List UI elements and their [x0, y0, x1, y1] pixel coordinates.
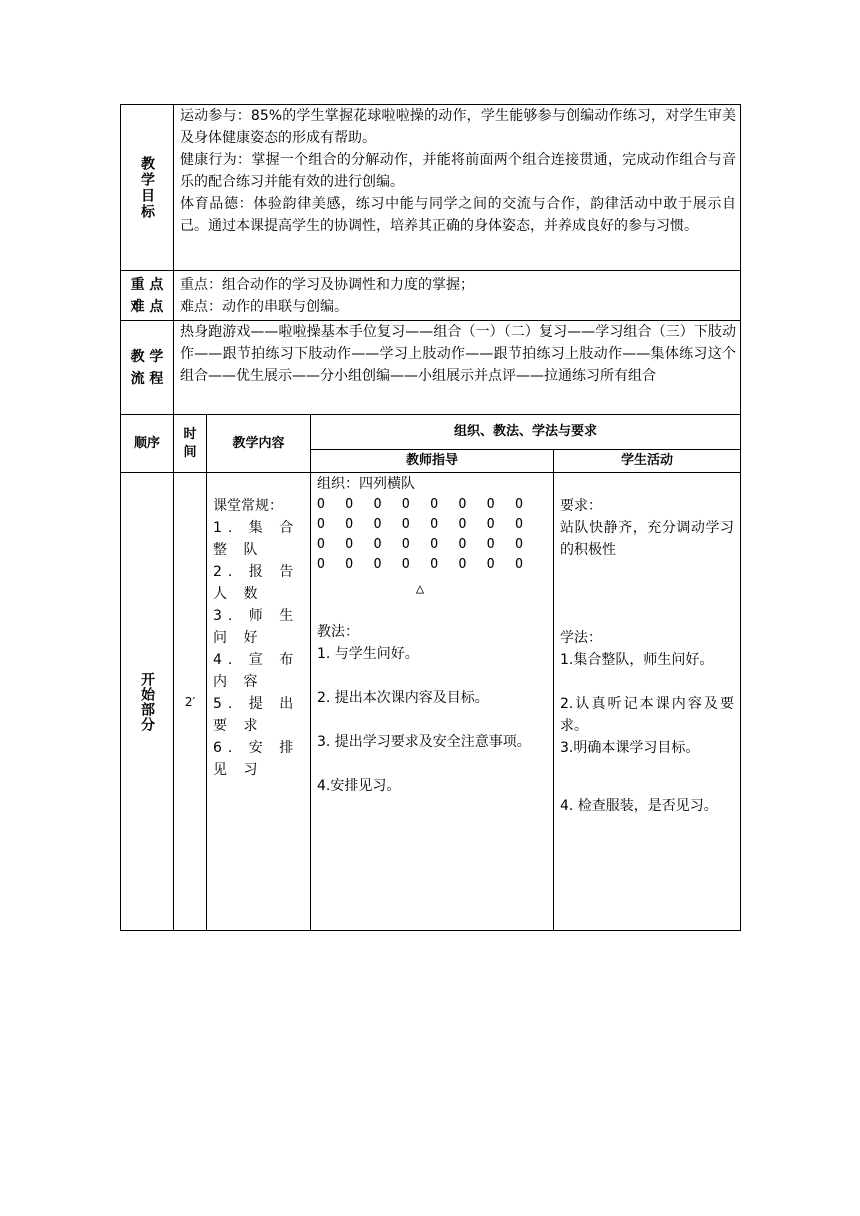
key-points-label-1: 重 点 — [130, 276, 164, 293]
formation-row — [317, 515, 523, 535]
content-item: 6. 安 排 见 习 — [213, 740, 300, 778]
method-title: 教法： — [317, 624, 359, 640]
student-mark: O — [345, 557, 354, 572]
objective-health: 健康行为：掌握一个组合的分解动作，并能将前面两个组合连接贯通，完成动作组合与音乐的配合练习并能有效的进行创编。 — [180, 152, 736, 190]
header-teacher: 教师指导 — [311, 450, 554, 473]
student-mark: O — [373, 497, 382, 512]
method-item: 1. 与学生问好。 — [317, 646, 419, 662]
student-mark: O — [430, 497, 439, 512]
learn-item: 4. 检查服装，是否见习。 — [560, 798, 718, 814]
formation-row — [317, 495, 523, 515]
student-mark: O — [458, 517, 467, 532]
method-item: 2. 提出本次课内容及目标。 — [317, 690, 489, 706]
student-mark: O — [515, 557, 523, 572]
student-mark: O — [373, 537, 382, 552]
lesson-table — [120, 104, 741, 931]
student-mark: O — [401, 497, 410, 512]
student-mark: O — [515, 497, 523, 512]
difficult-point: 难点：动作的串联与创编。 — [180, 298, 348, 315]
student-mark: O — [345, 537, 354, 552]
method-item: 4.安排见习。 — [317, 778, 401, 794]
formation-diagram — [317, 495, 547, 599]
teacher-position-mark: △ — [415, 581, 425, 597]
student-mark: O — [486, 537, 495, 552]
student-mark: O — [401, 517, 410, 532]
student-mark: O — [486, 557, 495, 572]
objectives-label: 教学目标 — [139, 155, 155, 220]
student-mark: O — [317, 557, 325, 572]
student-mark: O — [515, 537, 523, 552]
student-mark: O — [317, 517, 325, 532]
objectives-content — [174, 105, 741, 271]
key-point: 重点：组合动作的学习及协调性和力度的掌握； — [180, 276, 474, 293]
student-mark: O — [430, 557, 439, 572]
header-org: 组织、教法、学法与要求 — [311, 415, 741, 450]
process-label-cell — [121, 321, 174, 415]
content-item: 3. 师 生 问 好 — [213, 608, 300, 646]
content-item: 2. 报 告 人 数 — [213, 564, 300, 602]
requirement-title: 要求： — [560, 498, 602, 514]
section-name: 开始部分 — [139, 671, 155, 732]
student-mark: O — [373, 557, 382, 572]
student-mark: O — [430, 517, 439, 532]
student-mark: O — [458, 497, 467, 512]
header-time: 时间 — [174, 415, 207, 473]
section-content-cell — [207, 473, 311, 931]
key-points-row — [121, 271, 741, 321]
content-item: 1. 集 合 整 队 — [213, 520, 300, 558]
learn-title: 学法： — [560, 630, 602, 646]
student-mark: O — [345, 497, 354, 512]
key-points-content — [174, 271, 741, 321]
process-row — [121, 321, 741, 415]
content-item: 4. 宣 布 内 容 — [213, 652, 300, 690]
objectives-label-cell — [121, 105, 174, 271]
learn-item: 2.认真听记本课内容及要求。 — [560, 696, 734, 734]
method-item: 3. 提出学习要求及安全注意事项。 — [317, 734, 531, 750]
student-mark: O — [317, 537, 325, 552]
formation-row — [317, 535, 523, 555]
section-time: 2′ — [174, 473, 207, 931]
header-student: 学生活动 — [554, 450, 741, 473]
student-mark: O — [401, 537, 410, 552]
process-label-1: 教 学 — [130, 348, 164, 365]
student-activity-cell — [554, 473, 741, 931]
student-mark: O — [486, 497, 495, 512]
section-name-cell — [121, 473, 174, 931]
header-order: 顺序 — [121, 415, 174, 473]
learn-item: 1.集合整队，师生问好。 — [560, 652, 714, 668]
requirement-text: 站队快静齐，充分调动学习的积极性 — [560, 520, 734, 558]
content-item: 5. 提 出 要 求 — [213, 696, 300, 734]
student-mark: O — [345, 517, 354, 532]
start-section-row — [121, 473, 741, 931]
student-mark: O — [458, 537, 467, 552]
content-title: 课堂常规： — [213, 498, 283, 514]
teacher-guidance-cell — [311, 473, 554, 931]
process-content — [174, 321, 741, 415]
header-row-1 — [121, 415, 741, 450]
key-points-label-cell — [121, 271, 174, 321]
student-mark: O — [458, 557, 467, 572]
objective-morality: 体育品德：体验韵律美感，练习中能与同学之间的交流与合作，韵律活动中敢于展示自己。通过本课提高学生的协调性，培养其正确的身体姿态，并养成良好的参与习惯。 — [180, 196, 736, 234]
key-points-label-2: 难 点 — [130, 298, 164, 315]
student-mark: O — [401, 557, 410, 572]
student-mark: O — [486, 517, 495, 532]
student-mark: O — [515, 517, 523, 532]
student-mark: O — [317, 497, 325, 512]
process-text: 热身跑游戏——啦啦操基本手位复习——组合（一）（二）复习——学习组合（三）下肢动作——跟节拍练习下肢动作——学习上肢动作——跟节拍练习上肢动作——集体练习这个组合——优生展示——分小组创编——小组展示并点评——拉通练习所有组合 — [180, 324, 736, 384]
student-mark: O — [373, 517, 382, 532]
objectives-row — [121, 105, 741, 271]
org-title: 组织：四列横队 — [317, 476, 415, 492]
formation-row — [317, 555, 523, 575]
learn-item: 3.明确本课学习目标。 — [560, 740, 700, 756]
process-label-2: 流 程 — [130, 370, 164, 387]
lesson-plan — [120, 104, 740, 931]
student-mark: O — [430, 537, 439, 552]
objective-participation: 运动参与：85%的学生掌握花球啦啦操的动作，学生能够参与创编动作练习，对学生审美及身体健康姿态的形成有帮助。 — [180, 108, 736, 146]
header-content: 教学内容 — [207, 415, 311, 473]
